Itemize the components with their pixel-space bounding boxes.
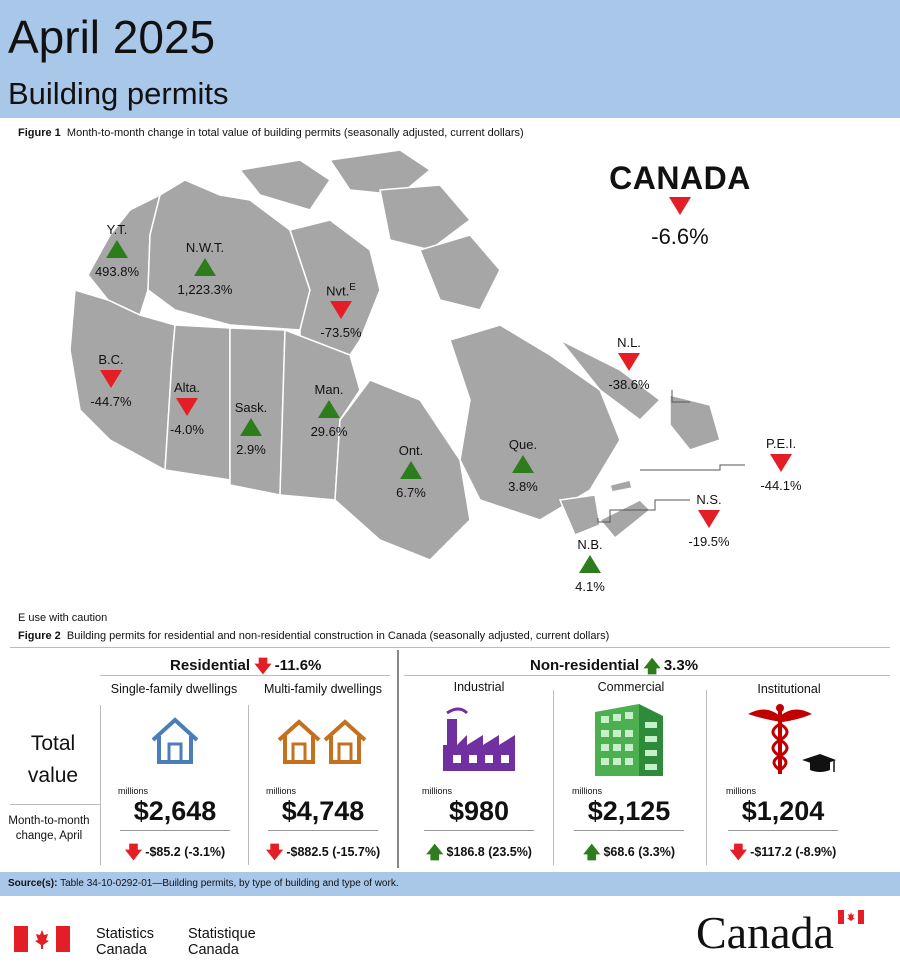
down-triangle-icon <box>770 454 792 472</box>
province-nb: N.B. 4.1% <box>575 537 605 594</box>
up-triangle-icon <box>400 461 422 479</box>
up-triangle-icon <box>579 555 601 573</box>
non-residential-header: Non-residential 🡅 3.3% <box>530 654 698 683</box>
province-yt: Y.T. 493.8% <box>94 222 140 279</box>
province-man: Man. 29.6% <box>310 382 348 439</box>
amount-multi: $4,748 <box>281 796 365 826</box>
col-header-single: Single-family dwellings <box>110 682 238 696</box>
amount-commercial: $2,125 <box>587 796 671 826</box>
up-triangle-icon <box>318 400 340 418</box>
canada-total <box>600 160 760 250</box>
province-sask: Sask. 2.9% <box>234 400 268 457</box>
up-triangle-icon <box>106 240 128 258</box>
canada-wordmark: Canada <box>696 907 834 958</box>
down-triangle-icon <box>330 301 352 319</box>
col-header-institutional: Institutional <box>757 682 821 696</box>
up-triangle-icon <box>512 455 534 473</box>
divider <box>706 690 707 865</box>
org-name-fr: Statistique Canada <box>188 926 256 958</box>
amount-industrial: $980 <box>448 796 510 826</box>
caduceus-icon <box>708 700 858 780</box>
figure2-label: Figure 2 <box>18 630 61 642</box>
change-industrial: 🡅 $186.8 (23.5%) <box>404 840 554 869</box>
up-triangle-icon <box>194 258 216 276</box>
col-header-commercial: Commercial <box>597 680 665 694</box>
up-triangle-icon <box>240 418 262 436</box>
down-arrow-icon: 🡇 <box>729 843 748 862</box>
province-nvt: Nvt.$^E$ -73.5% <box>320 282 362 341</box>
single-house-icon <box>100 700 250 780</box>
source-text: Table 34-10-0292-01—Building permits, by type of building and type of work. <box>60 878 399 889</box>
divider <box>10 647 890 648</box>
up-arrow-icon: 🡅 <box>426 843 444 862</box>
canada-value: -6.6% <box>651 224 709 249</box>
report-title: Building permits <box>8 76 229 111</box>
org-name-en: Statistics Canada <box>96 926 155 958</box>
amount-institutional: $1,204 <box>741 796 825 826</box>
source-bar: Source(s): Table 34-10-0292-01—Building permits, by type of building and type of work. <box>0 872 900 896</box>
map-nova-scotia <box>600 500 650 538</box>
down-triangle-icon <box>176 398 198 416</box>
col-header-multi: Multi-family dwellings <box>263 682 383 696</box>
down-arrow-icon: 🡇 <box>124 843 143 862</box>
figure2-text: Building permits for residential and non-residential construction in Canada (seasonally adjusted, current dollars) <box>66 630 610 642</box>
canada-direction-icon <box>600 197 760 220</box>
report-month: April 2025 <box>8 11 216 63</box>
canada-label: CANADA <box>609 160 751 196</box>
down-arrow-icon: 🡇 <box>265 843 284 862</box>
province-alta: Alta. -4.0% <box>170 380 204 437</box>
province-nwt: N.W.T. 1,223.3% <box>177 240 233 297</box>
row-label-change: Month-to-month change, April <box>8 815 90 842</box>
amount-single: $2,648 <box>133 796 217 826</box>
down-triangle-icon <box>100 370 122 388</box>
change-single: 🡇 -$85.2 (-3.1%) <box>100 840 250 869</box>
map-newfoundland <box>670 395 720 450</box>
header-banner <box>0 0 900 118</box>
up-arrow-icon: 🡅 <box>643 657 661 676</box>
row-label-total: Total value <box>27 732 79 787</box>
map-pei <box>610 480 632 492</box>
province-que: Que. 3.8% <box>508 437 538 494</box>
multi-house-icon <box>248 700 398 780</box>
map-new-brunswick <box>560 495 600 535</box>
province-pei: P.E.I. -44.1% <box>760 436 802 493</box>
province-ns: N.S. -19.5% <box>688 492 730 549</box>
up-arrow-icon: 🡅 <box>582 843 601 862</box>
figure1-caption <box>18 127 524 139</box>
figure1-text: Month-to-month change in total value of building permits (seasonally adjusted, current dollars) <box>66 127 524 139</box>
canada-flag-icon <box>14 926 70 957</box>
factory-icon <box>404 700 554 780</box>
down-arrow-icon: 🡇 <box>254 657 272 676</box>
figure1-label: Figure 1 <box>18 127 61 139</box>
down-triangle-icon <box>698 510 720 528</box>
col-header-industrial: Industrial <box>453 680 505 694</box>
change-multi: 🡇 -$882.5 (-15.7%) <box>248 840 398 869</box>
province-ont: Ont. 6.7% <box>396 443 426 500</box>
province-nl: N.L. -38.6% <box>608 335 650 392</box>
office-building-icon <box>554 700 704 780</box>
change-institutional: 🡇 -$117.2 (-8.9%) <box>708 840 858 869</box>
change-commercial: 🡅 $68.6 (3.3%) <box>554 840 704 869</box>
province-bc: B.C. -44.7% <box>90 352 132 409</box>
wordmark-flag-icon <box>838 910 864 929</box>
down-triangle-icon <box>618 353 640 371</box>
figure2-caption <box>18 630 609 642</box>
divider <box>10 804 100 805</box>
caution-note: E use with caution <box>18 612 108 624</box>
residential-header: Residential 🡇 -11.6% <box>170 654 321 683</box>
